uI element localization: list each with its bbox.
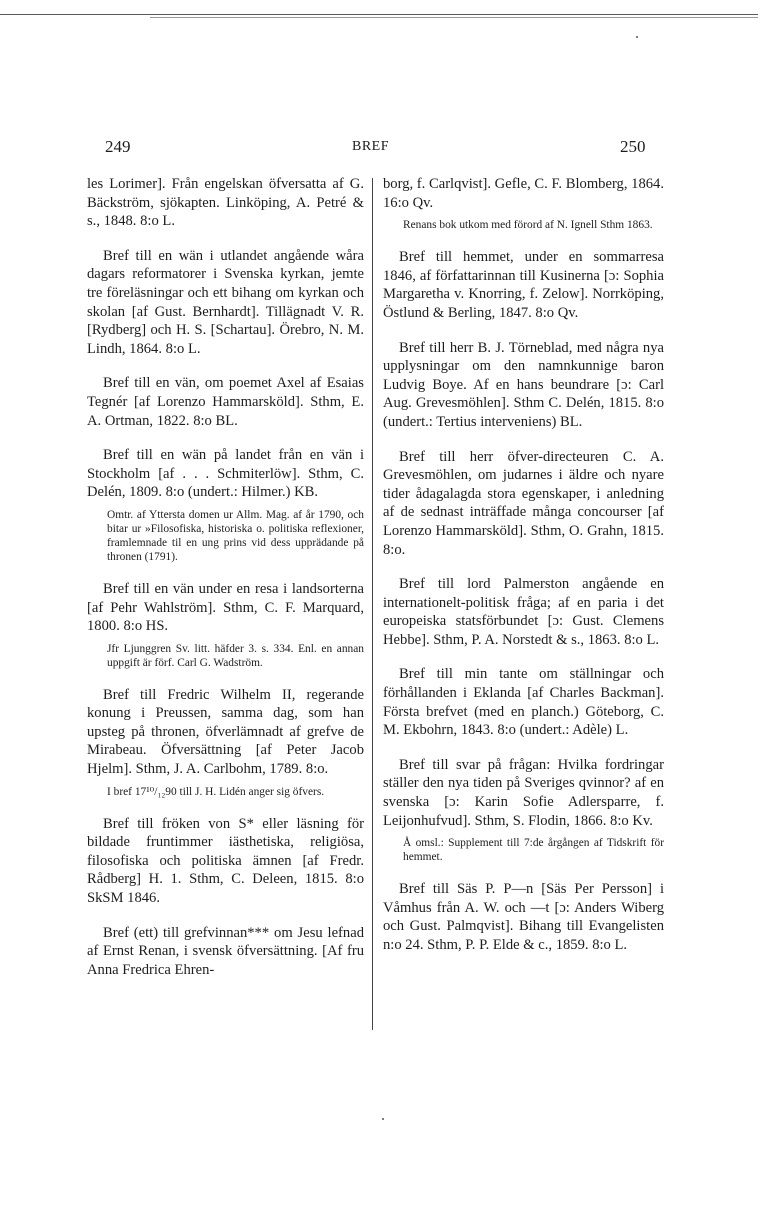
bibliography-entry: Bref till herr öfver-directeuren C. A. Grevesmöhlen, om judarnes i äldre och nyare tider ådagalagda stora egenskaper, i anledning af de sednast inträffade många concourser [af Lorenzo Hammarsköld]. Sthm, O. Grahn, 1815. 8:o.: [383, 448, 664, 558]
bibliography-entry: Bref till en vän, om poemet Axel af Esaias Tegnér [af Lorenzo Hammarsköld]. Sthm, E. A. Ortman, 1822. 8:o BL.: [87, 375, 364, 429]
top-rule: [0, 14, 758, 15]
bibliography-entry: Bref till en wän i utlandet angående wåra dagars reformatorer i Svenska kyrkan, jemte tre föreläsningar och ett bihang om kyrkan och skolan [af Gust. Bernhardt]. Tillägnadt V. R. [Rydberg] och H. S. [Schartau]. Örebro, N. M. Lindh, 1864. 8:o L.: [87, 247, 364, 357]
bibliography-entry: Bref till herr B. J. Törneblad, med några nya upplysningar om den namnkunnige baron Ludvig Boye. Af en hans beundrare [ɔ: Carl Aug. Grevesmöhlen]. Sthm C. Delén, 1815. 8:o (undert.: Tertius interveniens) BL.: [383, 339, 664, 430]
bibliography-entry: borg, f. Carlqvist]. Gefle, C. F. Blomberg, 1864. 16:o Qv.: [383, 176, 664, 211]
bibliography-entry: Bref till fröken von S* eller läsning för bildade fruntimmer iästhetiska, religiösa, filosofiska och politiska ämnen [af Fredr. Rådberg] H. 1. Sthm, C. Deleen, 1815. 8:o SkSM 1846.: [87, 815, 364, 907]
bibliography-entry: Bref till hemmet, under en sommarresa 1846, af författarinnan till Kusinerna [ɔ: Sophia Margaretha v. Knorring, f. Zelow]. Norrköping, Östlund & Berling, 1847. 8:o Qv.: [383, 249, 664, 321]
bibliography-entry: les Lorimer]. Från engelskan öfversatta af G. Bäckström, sjökapten. Linköping, A. Petré & s., 1848. 8:o L.: [87, 176, 364, 230]
bibliography-entry: Bref till Fredric Wilhelm II, regerande konung i Preussen, samma dag, som han upsteg på thronen, öfverlämnadt af grefve de Mirabeau. Öfversättning [af Peter Jacob Hjelm]. Sthm, J. A. Carlbohm, 1789. 8:o.: [87, 686, 364, 778]
bibliography-note: Omtr. af Yttersta domen ur Allm. Mag. af år 1790, och bitar ur »Filosofiska, historiska o. politiska reflexioner, framlemnade til en ung prins vid dess upprädande på thronen (1791).: [107, 508, 364, 563]
bibliography-entry: Bref till svar på frågan: Hvilka fordringar ställer den nya tiden på Sveriges qvinnor? af en svenska [ɔ: Karin Sofie Adlersparre, f. Leijonhufvud]. Sthm, S. Flodin, 1866. 8:o Kv.: [383, 756, 664, 829]
bibliography-entry: Bref (ett) till grefvinnan*** om Jesu lefnad af Ernst Renan, i svensk öfversättning. [Af fru Anna Fredrica Ehren-: [87, 924, 364, 978]
running-title: BREF: [352, 139, 390, 154]
page-number-right: 250: [620, 137, 646, 156]
bibliography-entry: Bref till Säs P. P—n [Säs Per Persson] i Våmhus från A. W. och —t [ɔ: Anders Wiberg och Gust. Palmqvist]. Bihang till Evangelisten n:o 24. Sthm, P. P. Elde & c., 1859. 8:o L.: [383, 881, 664, 953]
top-rule-secondary: [150, 17, 758, 18]
bibliography-note: Jfr Ljunggren Sv. litt. häfder 3. s. 334. Enl. en annan uppgift är förf. Carl G. Wadström.: [107, 642, 364, 669]
bibliography-entry: Bref till en wän på landet från en vän i Stockholm [af . . . Schmiterlöw]. Sthm, C. Delén, 1809. 8:o (undert.: Hilmer.) KB.: [87, 447, 364, 501]
page-number-left: 249: [105, 137, 131, 156]
bibliography-note: Å omsl.: Supplement till 7:de årgången af Tidskrift för hemmet.: [403, 837, 664, 864]
bibliography-entry: Bref till min tante om ställningar och förhållanden i Eklanda [af Charles Backman]. Första brefvet (med en planch.) Göteborg, C. M. Ekbohrn, 1843. 8:o (undert.: Adèle) L.: [383, 666, 664, 739]
print-speck: [636, 36, 638, 38]
right-column: [383, 175, 664, 971]
bibliography-note: I bref 17¹⁰/₁₂90 till J. H. Lidén anger sig öfvers.: [107, 785, 325, 798]
column-divider: [372, 178, 373, 1030]
bibliography-note: Renans bok utkom med förord af N. Ignell Sthm 1863.: [403, 219, 653, 232]
bibliography-entry: Bref till en vän under en resa i landsorterna [af Pehr Wahlström]. Sthm, C. F. Marquard, 1800. 8:o HS.: [87, 580, 364, 635]
left-column: [87, 175, 364, 995]
print-speck: [382, 1118, 384, 1120]
bibliography-entry: Bref till lord Palmerston angående en internationelt-politisk fråga; af en paria i det europeiska statsförbundet [ɔ: Gust. Clemens Hebbe]. Sthm, P. A. Norstedt & s., 1863. 8:o L.: [383, 576, 664, 648]
